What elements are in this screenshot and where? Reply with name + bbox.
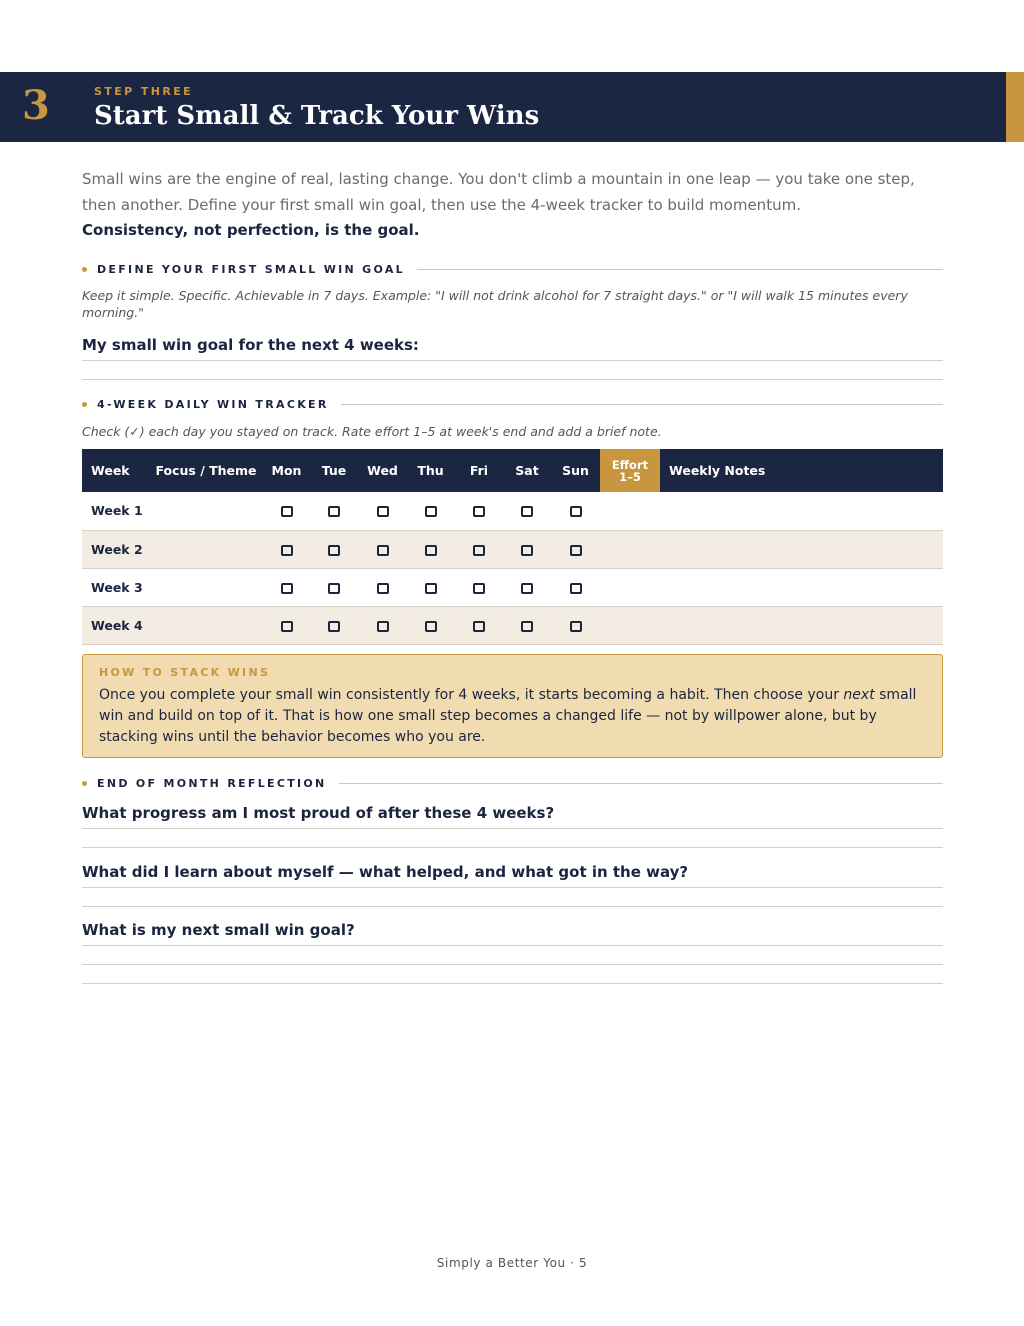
reflection-line-3a[interactable] xyxy=(82,945,943,946)
day-cell-mon xyxy=(264,568,309,606)
callout-body-end: small win and build on top of it. That is how one small step becomes a changed life — not by willpower alone, but by stacking wins until the behavior becomes who you are. xyxy=(99,687,917,745)
col-notes: Weekly Notes xyxy=(660,449,943,492)
day-cell-wed xyxy=(359,492,406,530)
day-cell-fri xyxy=(455,492,503,530)
day-cell-wed xyxy=(359,530,406,568)
reflection-section-header xyxy=(82,775,943,791)
day-cell-sat xyxy=(503,606,551,644)
section-divider xyxy=(417,269,943,270)
checkbox-icon[interactable] xyxy=(473,621,485,632)
checkbox-icon[interactable] xyxy=(328,621,340,632)
weekly-notes-cell[interactable] xyxy=(660,530,943,568)
day-cell-tue xyxy=(309,492,359,530)
win-tracker-table xyxy=(82,449,943,645)
reflection-line-2b[interactable] xyxy=(82,906,943,907)
checkbox-icon[interactable] xyxy=(521,506,533,517)
weekly-notes-cell[interactable] xyxy=(660,568,943,606)
weekly-notes-cell[interactable] xyxy=(660,492,943,530)
day-cell-tue xyxy=(309,568,359,606)
day-cell-sun xyxy=(551,568,600,606)
tracker-row xyxy=(82,492,943,530)
day-cell-sat xyxy=(503,530,551,568)
header-accent-bar xyxy=(1006,72,1024,142)
day-cell-tue xyxy=(309,606,359,644)
checkbox-icon[interactable] xyxy=(328,506,340,517)
reflection-section-label: END OF MONTH REFLECTION xyxy=(97,776,327,790)
tracker-row xyxy=(82,530,943,568)
focus-cell[interactable] xyxy=(148,568,264,606)
checkbox-icon[interactable] xyxy=(328,583,340,594)
page-footer: Simply a Better You · 5 xyxy=(436,1256,588,1270)
col-effort-line2: 1–5 xyxy=(619,469,641,484)
focus-cell[interactable] xyxy=(148,492,264,530)
col-effort-line1: Effort xyxy=(611,457,649,472)
tracker-header-row xyxy=(82,449,943,492)
reflection-line-1a[interactable] xyxy=(82,828,943,829)
callout-body-start: Once you complete your small win consistently for 4 weeks, it starts becoming a habit. Then choose your xyxy=(99,687,844,703)
goal-section-header xyxy=(82,261,943,277)
callout-body xyxy=(99,685,926,748)
tracker-section-label: 4-WEEK DAILY WIN TRACKER xyxy=(97,397,329,411)
week-label: Week 1 xyxy=(82,492,148,530)
checkbox-icon[interactable] xyxy=(281,583,293,594)
bullet-dot-icon xyxy=(82,402,87,407)
checkbox-icon[interactable] xyxy=(570,506,582,517)
goal-section-label: DEFINE YOUR FIRST SMALL WIN GOAL xyxy=(97,262,405,276)
col-mon: Mon xyxy=(264,449,309,492)
checkbox-icon[interactable] xyxy=(570,583,582,594)
intro-paragraph: Small wins are the engine of real, lasting change. You don't climb a mountain in one leap — you take one step, then another. Define your first small win goal, then use the 4-week tracker to build momentum. xyxy=(82,170,915,214)
day-cell-fri xyxy=(455,530,503,568)
effort-cell[interactable] xyxy=(600,530,660,568)
day-cell-mon xyxy=(264,606,309,644)
day-cell-thu xyxy=(406,606,455,644)
checkbox-icon[interactable] xyxy=(328,545,340,556)
col-effort xyxy=(600,449,660,492)
checkbox-icon[interactable] xyxy=(377,583,389,594)
checkbox-icon[interactable] xyxy=(425,621,437,632)
bullet-dot-icon xyxy=(82,267,87,272)
step-number: 3 xyxy=(22,82,50,129)
checkbox-icon[interactable] xyxy=(473,506,485,517)
goal-section-note: Keep it simple. Specific. Achievable in 7 days. Example: "I will not drink alcohol for 7 straight days." or "I will walk 15 minutes every morning." xyxy=(82,288,908,320)
effort-cell[interactable] xyxy=(600,492,660,530)
checkbox-icon[interactable] xyxy=(570,545,582,556)
tracker-section-header xyxy=(82,396,943,412)
checkbox-icon[interactable] xyxy=(425,506,437,517)
effort-cell[interactable] xyxy=(600,568,660,606)
day-cell-tue xyxy=(309,530,359,568)
day-cell-mon xyxy=(264,530,309,568)
reflection-question-2: What did I learn about myself — what helped, and what got in the way? xyxy=(82,863,689,881)
weekly-notes-cell[interactable] xyxy=(660,606,943,644)
stack-wins-callout xyxy=(82,654,943,758)
checkbox-icon[interactable] xyxy=(425,583,437,594)
tracker-row xyxy=(82,568,943,606)
day-cell-mon xyxy=(264,492,309,530)
week-label: Week 4 xyxy=(82,606,148,644)
col-tue: Tue xyxy=(309,449,359,492)
goal-write-line-1[interactable] xyxy=(82,360,943,361)
reflection-line-2a[interactable] xyxy=(82,887,943,888)
day-cell-wed xyxy=(359,606,406,644)
day-cell-thu xyxy=(406,530,455,568)
checkbox-icon[interactable] xyxy=(377,506,389,517)
checkbox-icon[interactable] xyxy=(377,545,389,556)
step-header xyxy=(0,72,1024,142)
reflection-question-1: What progress am I most proud of after these 4 weeks? xyxy=(82,804,555,822)
col-focus: Focus / Theme xyxy=(148,449,264,492)
checkbox-icon[interactable] xyxy=(281,545,293,556)
col-fri: Fri xyxy=(455,449,503,492)
day-cell-thu xyxy=(406,492,455,530)
goal-prompt: My small win goal for the next 4 weeks: xyxy=(82,336,419,354)
week-label: Week 3 xyxy=(82,568,148,606)
focus-cell[interactable] xyxy=(148,606,264,644)
page-title: Start Small & Track Your Wins xyxy=(94,101,540,131)
checkbox-icon[interactable] xyxy=(570,621,582,632)
col-wed: Wed xyxy=(359,449,406,492)
day-cell-sun xyxy=(551,530,600,568)
checkbox-icon[interactable] xyxy=(377,621,389,632)
effort-cell[interactable] xyxy=(600,606,660,644)
day-cell-thu xyxy=(406,568,455,606)
reflection-line-3b[interactable] xyxy=(82,964,943,965)
checkbox-icon[interactable] xyxy=(521,583,533,594)
section-divider xyxy=(339,783,943,784)
day-cell-sun xyxy=(551,492,600,530)
reflection-line-3c[interactable] xyxy=(82,983,943,984)
tracker-note: Check (✓) each day you stayed on track. Rate effort 1–5 at week's end and add a brief note. xyxy=(82,424,662,439)
step-kicker: STEP THREE xyxy=(94,85,194,98)
intro-emphasis: Consistency, not perfection, is the goal. xyxy=(82,221,420,239)
checkbox-icon[interactable] xyxy=(473,545,485,556)
day-cell-sat xyxy=(503,492,551,530)
week-label: Week 2 xyxy=(82,530,148,568)
checkbox-icon[interactable] xyxy=(281,506,293,517)
col-thu: Thu xyxy=(406,449,455,492)
section-divider xyxy=(341,404,943,405)
checkbox-icon[interactable] xyxy=(425,545,437,556)
col-week: Week xyxy=(82,449,148,492)
callout-title: HOW TO STACK WINS xyxy=(99,666,271,679)
focus-cell[interactable] xyxy=(148,530,264,568)
reflection-line-1b[interactable] xyxy=(82,847,943,848)
goal-write-line-2[interactable] xyxy=(82,379,943,380)
checkbox-icon[interactable] xyxy=(281,621,293,632)
checkbox-icon[interactable] xyxy=(473,583,485,594)
reflection-question-3: What is my next small win goal? xyxy=(82,921,355,939)
callout-body-emphasis: next xyxy=(843,687,875,703)
checkbox-icon[interactable] xyxy=(521,545,533,556)
col-sun: Sun xyxy=(551,449,600,492)
tracker-row xyxy=(82,606,943,644)
day-cell-fri xyxy=(455,568,503,606)
col-sat: Sat xyxy=(503,449,551,492)
day-cell-sun xyxy=(551,606,600,644)
checkbox-icon[interactable] xyxy=(521,621,533,632)
day-cell-wed xyxy=(359,568,406,606)
bullet-dot-icon xyxy=(82,781,87,786)
day-cell-fri xyxy=(455,606,503,644)
day-cell-sat xyxy=(503,568,551,606)
